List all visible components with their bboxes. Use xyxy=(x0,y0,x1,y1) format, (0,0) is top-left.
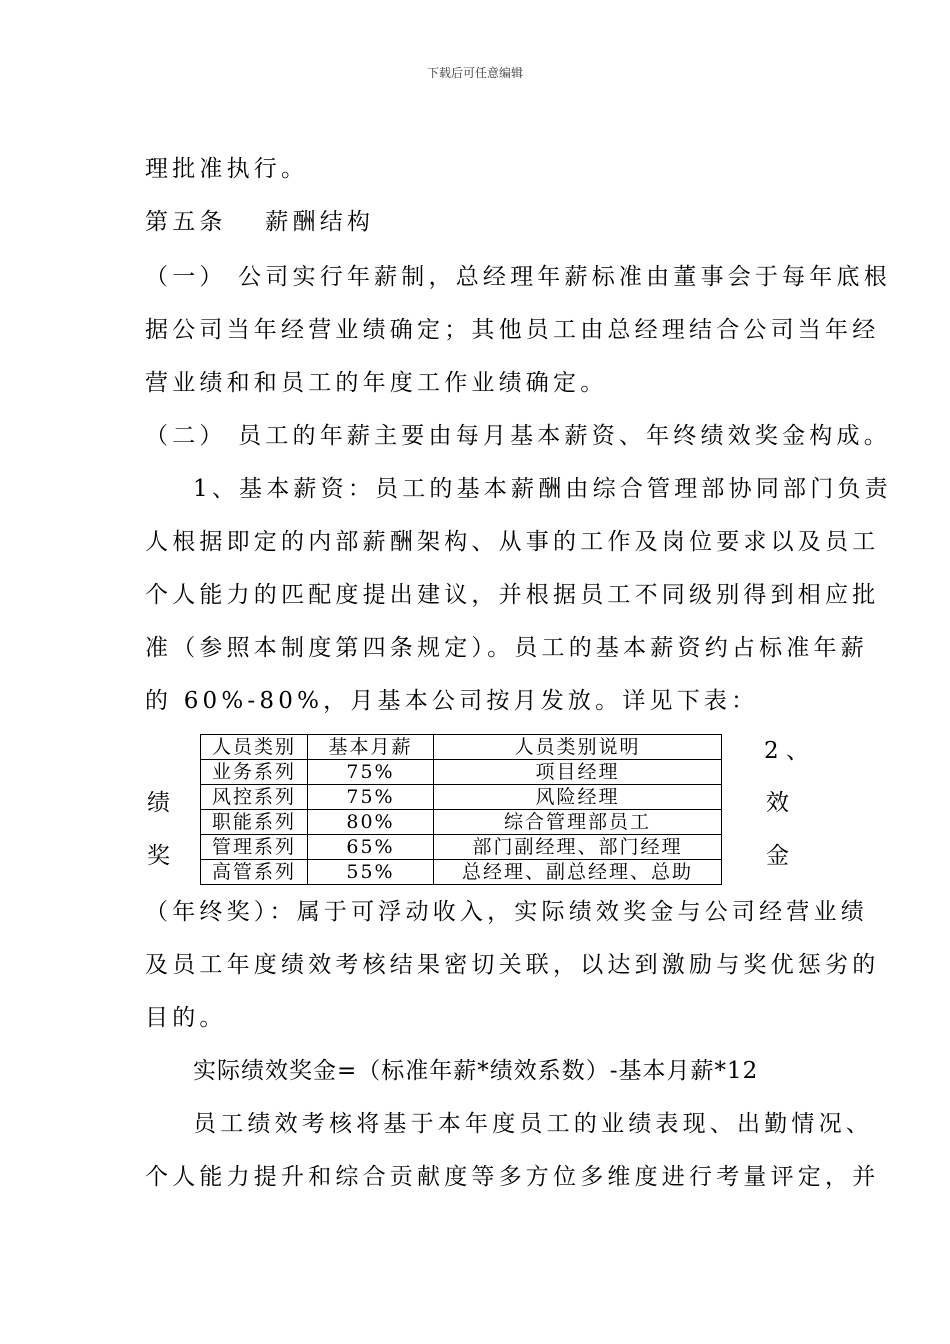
text-line: 的 60%-80%，月基本公司按月发放。详见下表： xyxy=(145,688,759,714)
text-line: 1、基本薪资：员工的基本薪酬由综合管理部协同部门负责 xyxy=(193,476,892,502)
table-cell: 65% xyxy=(308,835,434,860)
section-heading: 第五条 薪酬结构 xyxy=(145,209,375,235)
table-row xyxy=(201,760,722,785)
text-line: 及员工年度绩效考核结果密切关联，以达到激励与奖优惩劣的 xyxy=(145,952,880,978)
table-cell: 业务系列 xyxy=(201,760,308,785)
page-header: 下载后可任意编辑 xyxy=(426,66,523,80)
table-row xyxy=(201,810,722,835)
table-cell: 部门副经理、部门经理 xyxy=(434,835,722,860)
text-line: 目的。 xyxy=(145,1005,227,1031)
side-char-right-mid: 效 xyxy=(766,790,789,816)
side-char-left-top: 绩 xyxy=(147,790,170,816)
table-cell: 职能系列 xyxy=(201,810,308,835)
table-header-cell: 人员类别说明 xyxy=(434,735,722,760)
table-cell: 75% xyxy=(308,785,434,810)
table-header-cell: 人员类别 xyxy=(201,735,308,760)
table-cell: 75% xyxy=(308,760,434,785)
text-line: （年终奖）：属于可浮动收入，实际绩效奖金与公司经营业绩 xyxy=(145,899,868,925)
table-cell: 55% xyxy=(308,860,434,885)
text-line: 理批准执行。 xyxy=(145,156,309,182)
text-line: 营业绩和和员工的年度工作业绩确定。 xyxy=(145,370,608,396)
table-cell: 项目经理 xyxy=(434,760,722,785)
table-cell: 高管系列 xyxy=(201,860,308,885)
text-line: 据公司当年经营业绩确定；其他员工由总经理结合公司当年经 xyxy=(145,317,880,343)
table-cell: 管理系列 xyxy=(201,835,308,860)
side-char-right-top: 2 、 xyxy=(764,738,809,764)
table-cell: 风险经理 xyxy=(434,785,722,810)
text-line: 员工绩效考核将基于本年度员工的业绩表现、出勤情况、 xyxy=(193,1111,873,1137)
side-char-left-bottom: 奖 xyxy=(147,843,170,869)
text-line: 个人能力提升和综合贡献度等多方位多维度进行考量评定，并 xyxy=(145,1164,880,1190)
formula-line: 实际绩效奖金=（标准年薪*绩效系数）-基本月薪*12 xyxy=(193,1058,759,1084)
table-header-cell: 基本月薪 xyxy=(308,735,434,760)
table-row xyxy=(201,835,722,860)
table-cell: 综合管理部员工 xyxy=(434,810,722,835)
text-line: （一） 公司实行年薪制，总经理年薪标准由董事会于每年底根 xyxy=(145,264,891,290)
table-row xyxy=(201,785,722,810)
text-line: 人根据即定的内部薪酬架构、从事的工作及岗位要求以及员工 xyxy=(145,529,880,555)
text-line: 个人能力的匹配度提出建议，并根据员工不同级别得到相应批 xyxy=(145,582,880,608)
table-cell: 80% xyxy=(308,810,434,835)
table-cell: 风控系列 xyxy=(201,785,308,810)
salary-table xyxy=(200,734,722,885)
table-header-row xyxy=(201,735,722,760)
text-line: 准（参照本制度第四条规定）。员工的基本薪资约占标准年薪 xyxy=(145,635,868,661)
table-cell: 总经理、副总经理、总助 xyxy=(434,860,722,885)
table-row xyxy=(201,860,722,885)
side-char-right-bottom: 金 xyxy=(766,843,789,869)
text-line: （二） 员工的年薪主要由每月基本薪资、年终绩效奖金构成。 xyxy=(145,423,891,449)
